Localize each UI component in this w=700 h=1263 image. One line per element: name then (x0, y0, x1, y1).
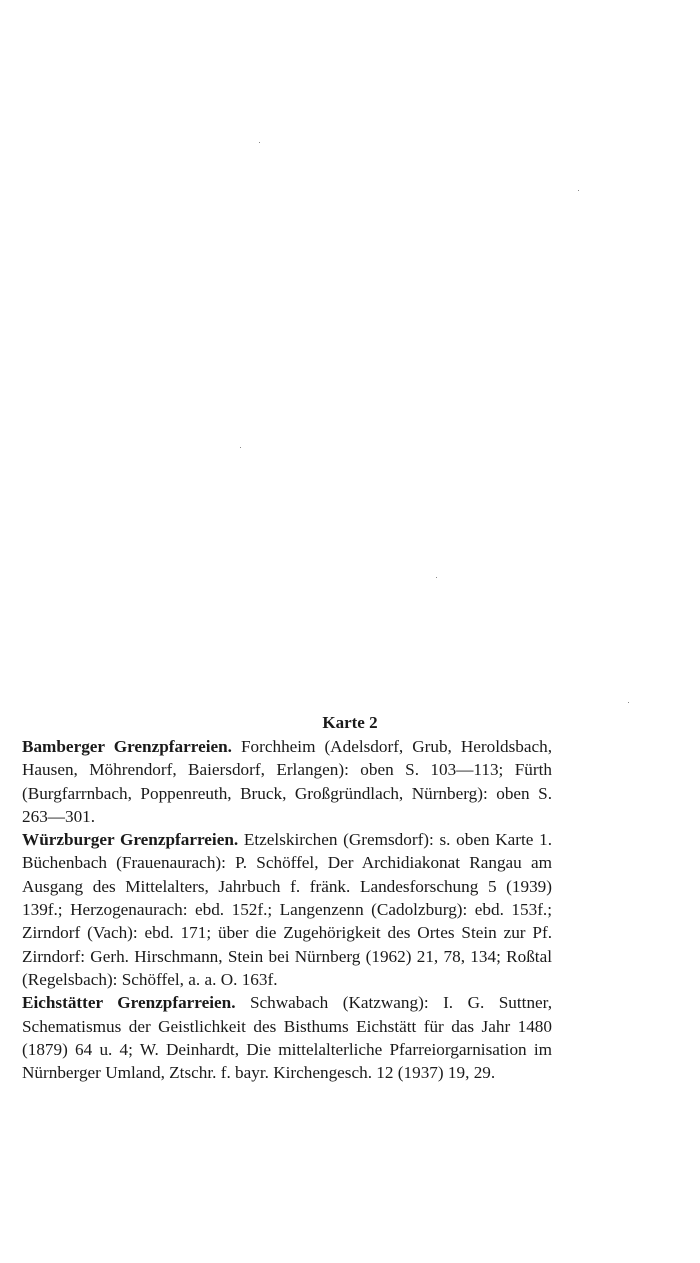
paragraph-body: Etzelskirchen (Gremsdorf): s. oben Karte 1. Büchenbach (Frauenaurach): P. Schöffel, Der Archidiakonat Rangau am Ausgang des Mittelalters, Jahrbuch f. fränk. Landesforschung 5 (1939) 139f.; Herzogenaurach: ebd. 152f.; Langenzenn (Cadolzburg): ebd. 153f.; Zirndorf (Vach): ebd. 171; über die Zugehörigkeit des Ortes Stein zur Pf. Zirndorf: Gerh. Hirschmann, Stein bei Nürnberg (1962) 21, 78, 134; Roßtal (Regelsbach): Schöffel, a. a. O. 163f. (22, 830, 552, 989)
paragraph-body: Schwabach (Katzwang): I. G. Suttner, Schematismus der Geistlichkeit des Bisthums Eichstätt für das Jahr 1480 (1879) 64 u. 4; W. Deinhardt, Die mittelalterliche Pfarreiorgarnisation im Nürnberger Umland, Ztschr. f. bayr. Kirchengesch. 12 (1937) 19, 29. (22, 993, 552, 1083)
scan-speck (436, 577, 437, 578)
map-caption: Karte 2 (322, 713, 378, 732)
paragraph-wuerzburg (22, 828, 552, 991)
paragraph-body: Forchheim (Adelsdorf, Grub, Heroldsbach, Hausen, Möhrendorf, Baiersdorf, Erlangen): oben S. 103—113; Fürth (Burgfarrnbach, Poppenreuth, Bruck, Großgründlach, Nürnberg): oben S. 263—301. (22, 737, 553, 826)
scan-speck (628, 702, 629, 703)
paragraph-bamberg (22, 735, 552, 828)
scan-speck (578, 190, 579, 191)
scan-speck (240, 447, 241, 448)
scan-speck (259, 142, 260, 143)
paragraph-heading: Würzburger Grenzpfarreien. (22, 830, 239, 850)
text-block (22, 735, 552, 1084)
paragraph-heading: Bamberger Grenzpfarreien. (22, 737, 232, 756)
paragraph-heading: Eichstätter Grenzpfarreien. (22, 993, 236, 1013)
paragraph-eichstaett (22, 991, 552, 1084)
